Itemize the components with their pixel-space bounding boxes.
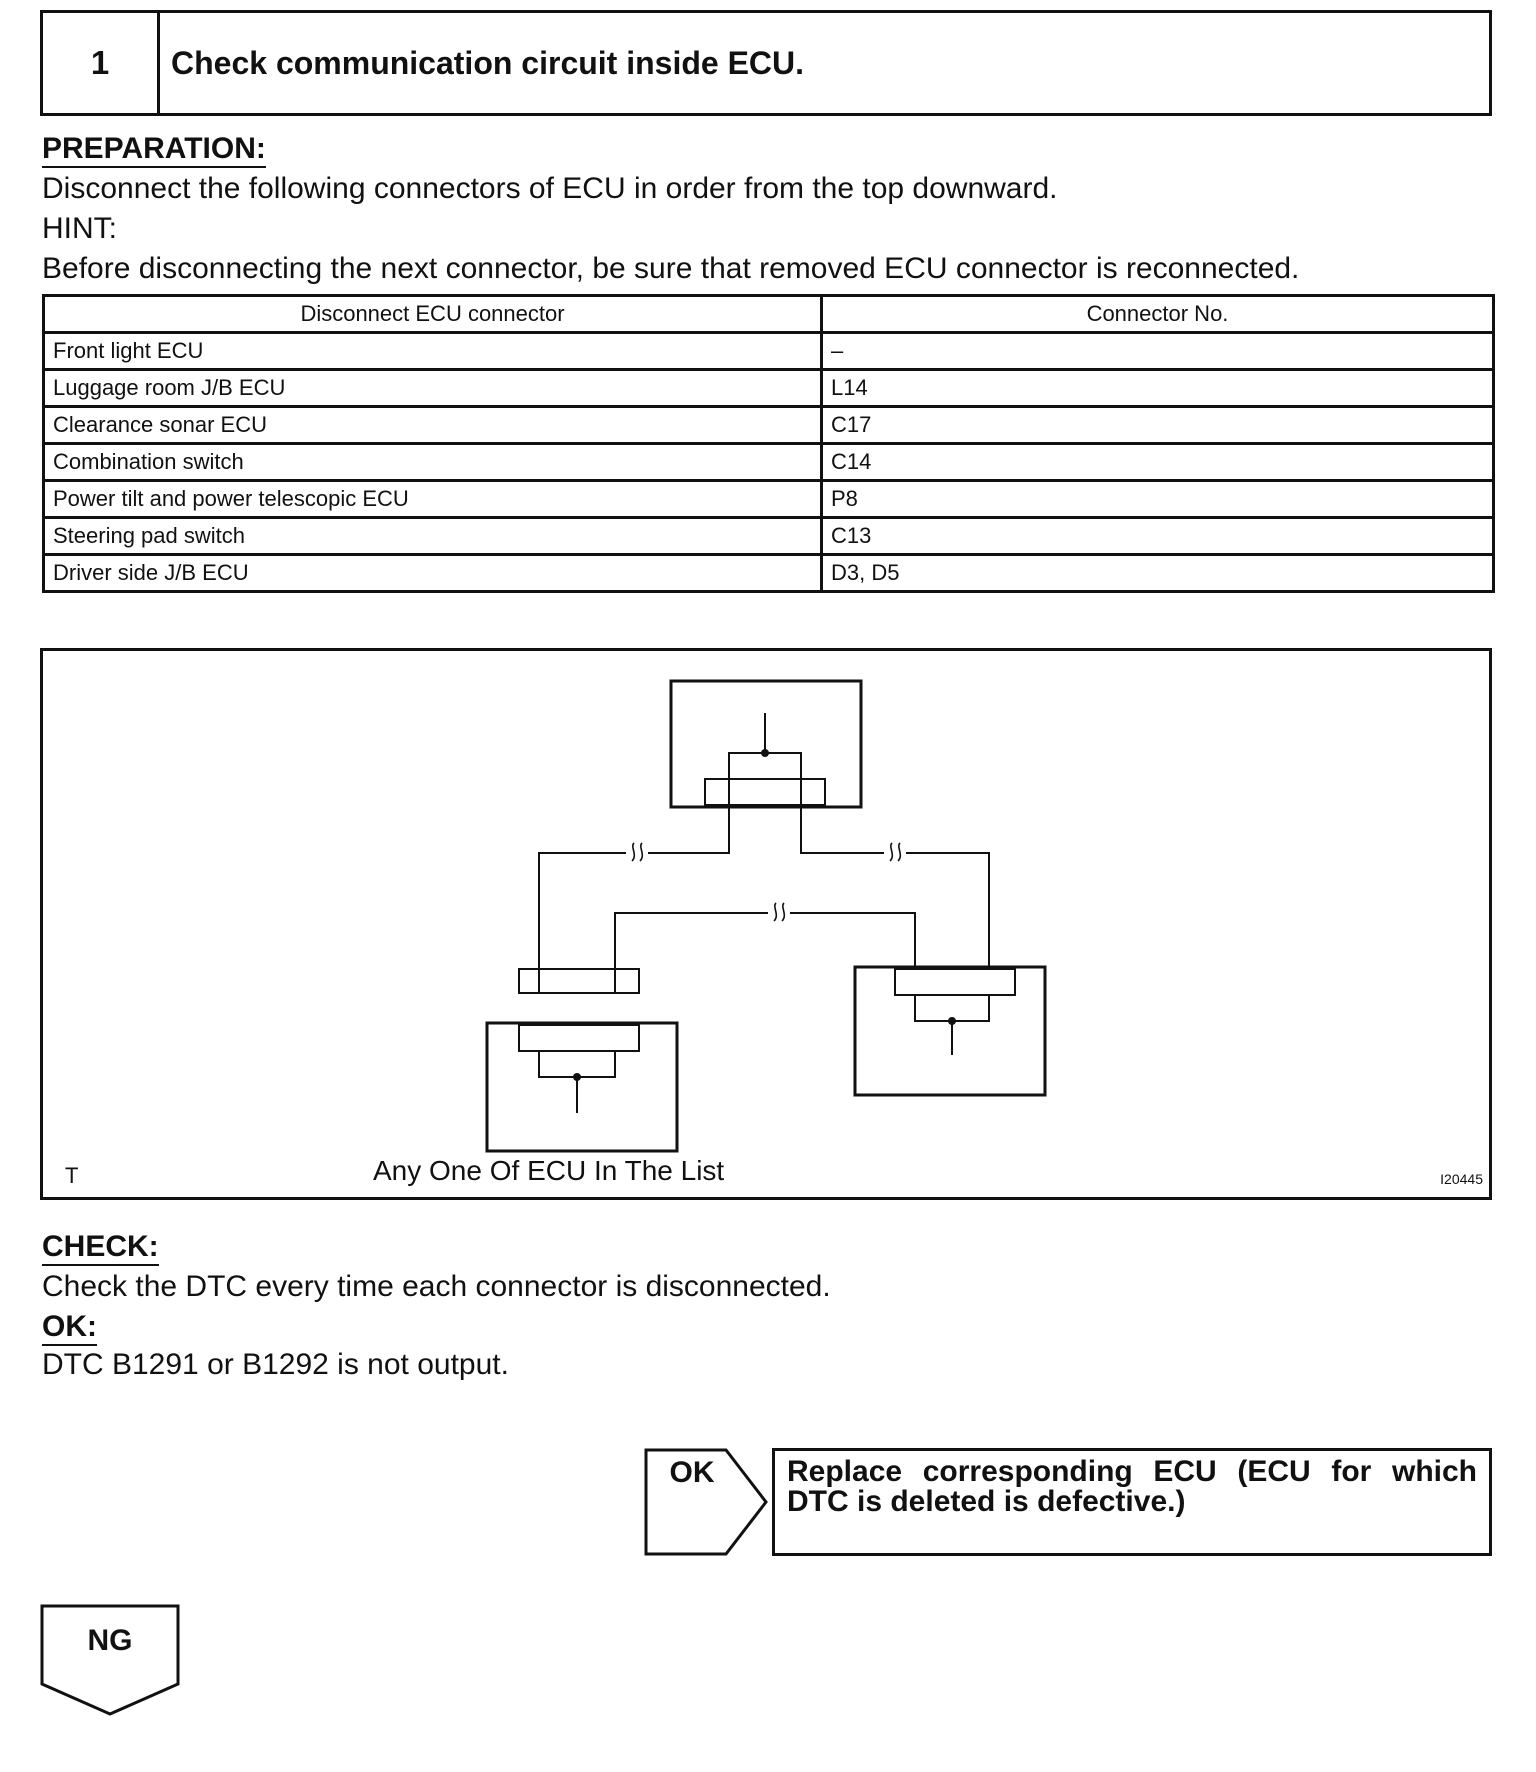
connector-top (705, 779, 825, 805)
preparation-heading: PREPARATION: (42, 132, 266, 168)
preparation-instruction: Disconnect the following connectors of ECU in order from the top downward. (42, 172, 1058, 205)
connector-table (42, 294, 1495, 593)
diagram-corner-label: T (65, 1163, 79, 1188)
ecu-name-cell: Driver side J/B ECU (44, 555, 822, 592)
connector-bottom-left (519, 969, 639, 993)
wire-break-mark-middle (768, 903, 790, 921)
connector-right (895, 969, 1015, 995)
connector-no-cell: – (822, 333, 1494, 370)
ok-branch-label: OK (669, 1456, 715, 1489)
ecu-name-cell: Power tilt and power telescopic ECU (44, 481, 822, 518)
junction-dot-top (761, 749, 769, 757)
table-header-row (44, 296, 1494, 333)
wire-break-mark-right (884, 843, 906, 861)
column-header-ecu: Disconnect ECU connector (44, 296, 822, 333)
ecu-name-cell: Combination switch (44, 444, 822, 481)
ecu-box-right (855, 967, 1045, 1095)
wiring-diagram (40, 648, 1492, 1200)
ok-heading: OK: (42, 1310, 97, 1346)
table-row (44, 333, 1494, 370)
ecu-name-cell: Clearance sonar ECU (44, 407, 822, 444)
connector-no-cell: P8 (822, 481, 1494, 518)
connector-no-cell: C17 (822, 407, 1494, 444)
ng-branch-arrow (40, 1604, 180, 1716)
diagram-caption: Any One Of ECU In The List (373, 1155, 725, 1186)
connector-no-cell: L14 (822, 370, 1494, 407)
hint-text: Before disconnecting the next connector, be sure that removed ECU connector is reconnected. (42, 252, 1300, 285)
ecu-name-cell: Luggage room J/B ECU (44, 370, 822, 407)
check-text: Check the DTC every time each connector is disconnected. (42, 1270, 831, 1303)
junction-dot-right (948, 1017, 956, 1025)
step-number: 1 (43, 13, 160, 113)
ecu-box-bottom-left (487, 1023, 677, 1151)
ng-branch-label: NG (87, 1624, 133, 1657)
connector-no-cell: C14 (822, 444, 1494, 481)
table-row (44, 407, 1494, 444)
wiring-diagram-graphic (43, 651, 1489, 1197)
table-row (44, 555, 1494, 592)
connector-no-cell: D3, D5 (822, 555, 1494, 592)
hint-label: HINT: (42, 212, 117, 245)
ecu-name-cell: Steering pad switch (44, 518, 822, 555)
ok-action-box: Replace corresponding ECU (ECU for which DTC is deleted is defective.) (772, 1448, 1492, 1556)
step-header (40, 10, 1492, 116)
ecu-name-cell: Front light ECU (44, 333, 822, 370)
table-row (44, 518, 1494, 555)
connector-no-cell: C13 (822, 518, 1494, 555)
ok-branch-arrow (644, 1448, 768, 1556)
check-heading: CHECK: (42, 1230, 159, 1266)
ng-arrow-shape (40, 1604, 180, 1716)
wire-break-mark-left (626, 843, 648, 861)
table-row (44, 481, 1494, 518)
connector-bottom-left-mate (519, 1025, 639, 1051)
ok-text: DTC B1291 or B1292 is not output. (42, 1348, 509, 1381)
table-row (44, 370, 1494, 407)
figure-id: I20445 (1440, 1171, 1483, 1187)
column-header-connector: Connector No. (822, 296, 1494, 333)
step-title: Check communication circuit inside ECU. (171, 44, 805, 81)
table-row (44, 444, 1494, 481)
junction-dot-bottom-left (573, 1073, 581, 1081)
